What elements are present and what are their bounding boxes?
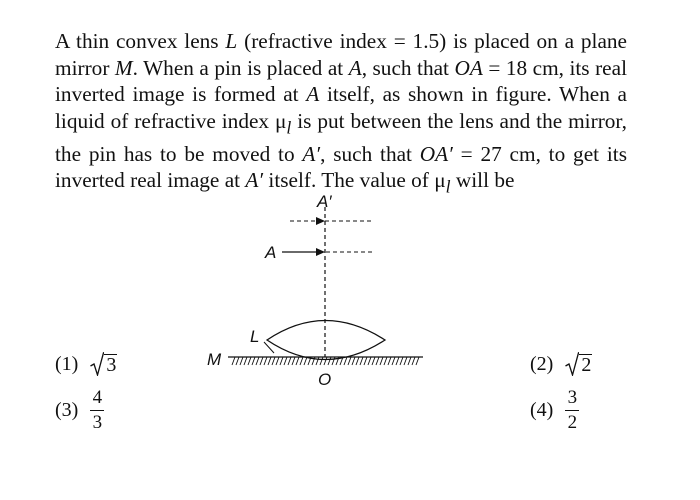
question-text-part: . When a pin is placed at (132, 55, 349, 80)
question-text-part: = 18 cm, its real inverted image is formed at (55, 55, 627, 107)
lens-symbol: L (225, 29, 238, 53)
fraction-bar (90, 410, 104, 411)
label-a-prime: A′ (317, 192, 332, 211)
question-text-part: is put between the lens and the mirror, the pin has to be moved to (55, 108, 627, 166)
question-text-part: , such that (361, 55, 455, 80)
question-text (55, 28, 627, 200)
option-3-numerator: 4 (92, 387, 103, 408)
a-prime-arrowhead (316, 217, 325, 225)
mirror-symbol: M (114, 55, 133, 80)
pin-a-arrowhead (316, 248, 325, 256)
option-2-value (565, 352, 592, 376)
question-text-part: , such that (320, 141, 420, 166)
option-2-number: (2) (530, 353, 554, 375)
sqrt-icon (565, 352, 579, 376)
point-a-symbol: A (348, 55, 362, 80)
question-text-part: = 27 cm, to get its inverted real image at (55, 141, 627, 193)
option-1[interactable] (55, 352, 117, 376)
option-2[interactable] (530, 352, 592, 376)
option-3-value (90, 388, 104, 432)
label-a: A (265, 243, 277, 262)
question-text-part: itself. The value of μ (263, 168, 446, 193)
sqrt-icon (90, 352, 104, 376)
option-1-value (90, 352, 117, 376)
mirror-hatching (232, 357, 419, 365)
option-4-denominator: 2 (567, 412, 578, 433)
mu-subscript: l (445, 176, 451, 197)
question-text-part: will be (450, 168, 515, 193)
option-4-value (565, 388, 579, 432)
question-text-part: itself, as shown in figure. When a liquid of refractive index μ (55, 82, 627, 133)
point-a-symbol: A (306, 82, 320, 107)
label-m: M (207, 350, 222, 369)
point-a-prime-symbol: A′ (245, 168, 264, 193)
point-a-prime-symbol: A′ (302, 141, 321, 166)
figure-drawing (195, 185, 435, 390)
question-text-part: A thin convex lens (55, 29, 226, 53)
mu-subscript: l (286, 117, 292, 138)
option-2-radicand: 2 (581, 354, 592, 376)
label-l: L (250, 327, 260, 346)
question-text-part: (refractive index = 1.5) is placed on a plane mirror (55, 29, 628, 80)
convex-lens (267, 321, 385, 360)
distance-oa-symbol: OA (454, 55, 483, 80)
distance-oa-prime-symbol: OA′ (419, 141, 453, 166)
label-o: O (318, 370, 332, 389)
lens-mirror-figure (195, 185, 435, 390)
fraction-bar (565, 410, 579, 411)
option-4-number: (4) (530, 399, 554, 421)
option-3-denominator: 3 (92, 412, 103, 433)
option-4-numerator: 3 (567, 387, 578, 408)
option-3[interactable] (55, 388, 104, 432)
option-1-radicand: 3 (106, 354, 117, 376)
option-1-number: (1) (55, 353, 79, 375)
option-3-number: (3) (55, 399, 79, 421)
option-4[interactable] (530, 388, 579, 432)
